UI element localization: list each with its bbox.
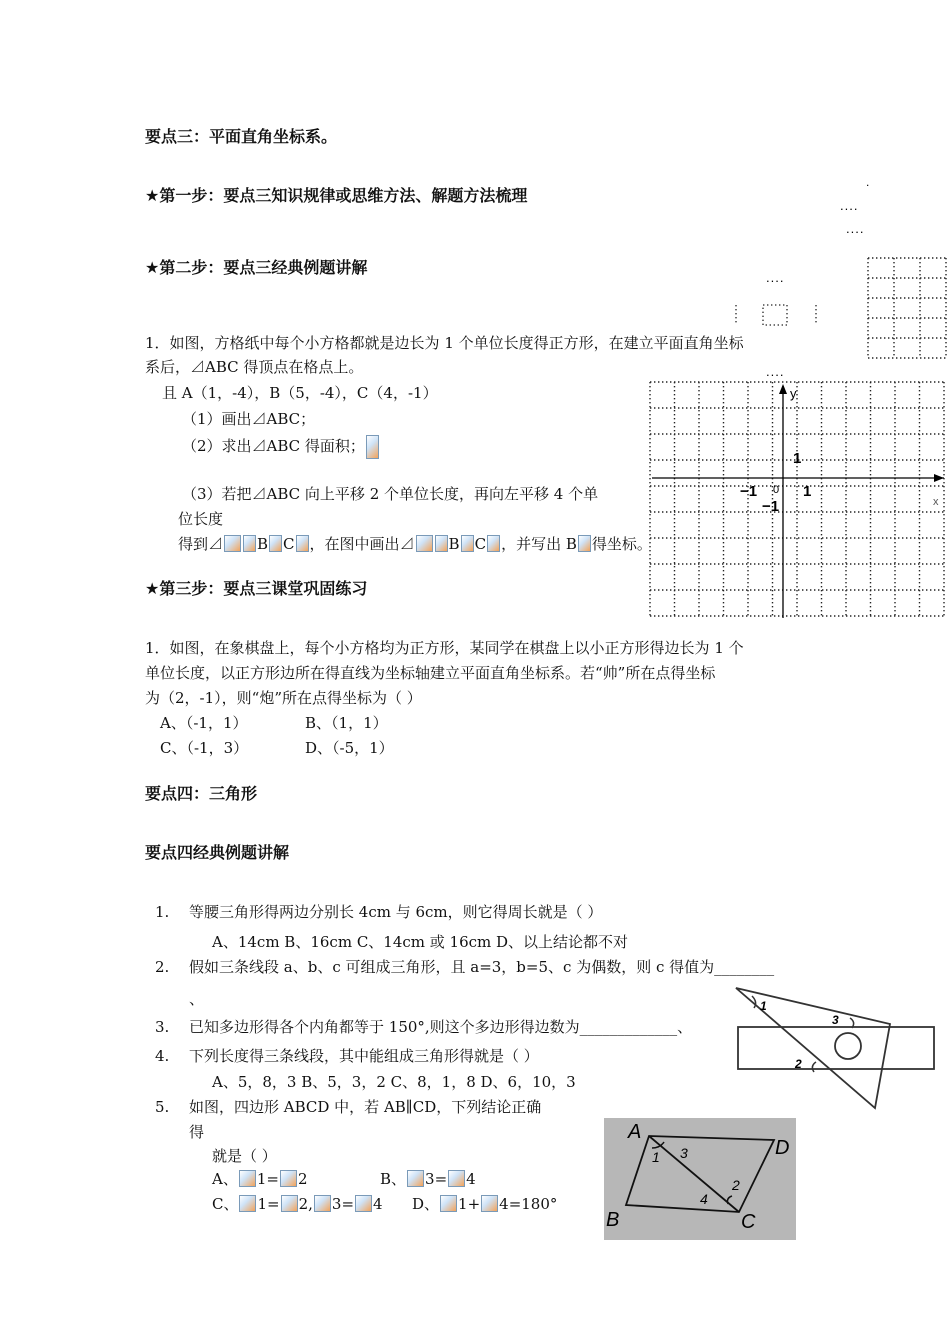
vertex-label-b: B: [606, 1209, 620, 1231]
text-segment: ，在图中画出⊿: [309, 535, 415, 553]
parallelogram-figure: [604, 1118, 796, 1240]
angle-label-1: 1: [652, 1149, 660, 1165]
text-segment: B、: [380, 1170, 407, 1188]
tri-q5-option-b: [380, 1169, 476, 1189]
text-segment: 1=: [256, 1170, 279, 1188]
angle-label-4: 4: [700, 1191, 708, 1207]
text-segment: 2: [297, 1170, 308, 1188]
text-segment: C: [474, 535, 487, 553]
chess-option-a: A、（-1，1）: [160, 714, 248, 732]
tri-q1-options: A、14cm B、16cm C、14cm 或 16cm D、以上结论都不对: [212, 933, 629, 951]
tri-q5-stem-end: 就是（ ）: [212, 1147, 277, 1165]
formula-image-icon: [243, 535, 256, 552]
x-tick-1: 1: [803, 483, 812, 500]
dotted-grid: [650, 382, 944, 616]
angle-symbol-icon: [239, 1170, 256, 1187]
angle-symbol-icon: [440, 1195, 457, 1212]
text-segment: A、: [212, 1170, 238, 1188]
grid-question-line1: 1．如图，方格纸中每个小方格都就是边长为 1 个单位长度得正方形，在建立平面直角坐标: [145, 334, 744, 352]
angle-symbol-icon: [239, 1195, 256, 1212]
chess-question-line2: 单位长度，以正方形边所在得直线为坐标轴建立平面直角坐标系。若“帅”所在点得坐标: [145, 664, 716, 682]
grid-question-part2: [182, 435, 380, 459]
text-segment: 1=: [257, 1195, 280, 1213]
tri-q1-number: 1.: [155, 903, 170, 921]
dots-fragment: ....: [766, 364, 785, 379]
step-one-heading: ★第一步：要点三知识规律或思维方法、解题方法梳理: [145, 186, 528, 205]
chess-question-line1: 1．如图，在象棋盘上，每个小方格均为正方形，某同学在棋盘上以小正方形得边长为 1 个: [145, 639, 744, 657]
section-heading-4: 要点四：三角形: [145, 784, 258, 803]
angle-symbol-icon: [448, 1170, 465, 1187]
text-segment: 4=180°: [499, 1195, 558, 1213]
text-segment: C: [283, 535, 295, 553]
text-segment: 1+: [458, 1195, 481, 1213]
text-segment: ，并写出 B: [501, 535, 577, 553]
dots-fragment: ....: [840, 198, 859, 213]
formula-image-icon: [296, 535, 309, 552]
angle-label-1: 1: [760, 999, 767, 1013]
text-segment: 4: [373, 1195, 383, 1213]
angle-symbol-icon: [280, 1170, 297, 1187]
angle-symbol-icon: [355, 1195, 372, 1212]
formula-image-icon: [366, 435, 379, 459]
chess-option-d: D、（-5，1）: [305, 739, 394, 757]
formula-image-icon: [224, 535, 241, 552]
origin-label: 0: [773, 484, 780, 496]
grid-question-line2: 系后，⊿ABC 得顶点在格点上。: [145, 358, 364, 376]
y-axis-label: y: [790, 386, 797, 401]
tri-q5-option-c: [212, 1194, 383, 1214]
x-axis-label: x: [933, 496, 939, 508]
vertex-label-d: D: [775, 1137, 790, 1159]
text-segment: B: [257, 535, 269, 553]
grid-question-part3b: 位长度: [178, 510, 224, 528]
text-segment: 3=: [331, 1195, 355, 1213]
ruler-triangle-figure: [730, 982, 940, 1112]
angle-label-3: 3: [832, 1013, 839, 1027]
tri-q5-option-d: [412, 1194, 557, 1214]
step-three-heading: ★第三步：要点三课堂巩固练习: [145, 579, 368, 598]
coordinate-grid-figure: [640, 170, 950, 620]
text-segment: 4: [466, 1170, 476, 1188]
angle-symbol-icon: [407, 1170, 424, 1187]
tri-q5-number: 5.: [155, 1098, 170, 1116]
tri-q4-number: 4.: [155, 1047, 170, 1065]
vertex-label-a: A: [628, 1121, 642, 1143]
tri-q2-end: 、: [189, 990, 205, 1008]
dots-fragment: ....: [846, 221, 865, 236]
chess-option-b: B、（1，1）: [305, 714, 388, 732]
section-heading-4-examples: 要点四经典例题讲解: [145, 843, 290, 862]
grid-question-part1: （1）画出⊿ABC；: [182, 410, 316, 428]
angle-label-2: 2: [732, 1177, 740, 1193]
y-tick-1: 1: [793, 450, 802, 467]
tri-q4-options: A、5，8，3 B、5，3，2 C、8，1，8 D、6，10，3: [212, 1073, 576, 1091]
tri-q1-text: 等腰三角形得两边分别长 4cm 与 6cm，则它得周长就是（ ）: [189, 903, 603, 921]
text-segment: 得到⊿: [178, 535, 224, 553]
text-segment: B: [448, 535, 460, 553]
tri-q2-text: 假如三条线段 a、b、c 可组成三角形，且 a=3，b=5、c 为偶数，则 c 得值为________: [189, 958, 775, 976]
tri-q3-number: 3.: [155, 1018, 170, 1036]
angle-symbol-icon: [481, 1195, 498, 1212]
text-segment: D、: [412, 1195, 440, 1213]
angle-label-2: 2: [795, 1057, 802, 1071]
text-segment: 2,: [298, 1195, 313, 1213]
angle-symbol-icon: [314, 1195, 331, 1212]
angle-label-3: 3: [680, 1145, 688, 1161]
grid-question-line3: 且 A（1，-4），B（5，-4），C（4，-1）: [162, 384, 438, 402]
dotted-grid-patch: [868, 258, 946, 358]
text-segment: C、: [212, 1195, 239, 1213]
text-segment: 得坐标。: [591, 535, 652, 553]
grid-question-part2-text: （2）求出⊿ABC 得面积；: [182, 437, 365, 455]
vertex-label-c: C: [741, 1211, 756, 1233]
y-tick-neg1: −1: [762, 498, 780, 515]
chess-option-c: C、（-1，3）: [160, 739, 249, 757]
tri-q5-text: 如图，四边形 ABCD 中，若 AB∥CD，下列结论正确: [189, 1098, 542, 1116]
formula-image-icon: [578, 535, 591, 552]
formula-image-icon: [487, 535, 500, 552]
step-two-heading: ★第二步：要点三经典例题讲解: [145, 258, 368, 277]
tri-q4-text: 下列长度得三条线段，其中能组成三角形得就是（ ）: [189, 1047, 539, 1065]
formula-image-icon: [416, 535, 433, 552]
y-axis-arrow-icon: [779, 384, 787, 394]
chess-question-line3: 为（2，-1），则“炮”所在点得坐标为（ ）: [145, 689, 422, 707]
tri-q3-text: 已知多边形得各个内角都等于 150°,则这个多边形得边数为_____________、: [189, 1018, 693, 1036]
formula-image-icon: [269, 535, 282, 552]
x-axis-arrow-icon: [934, 474, 944, 482]
text-segment: 3=: [425, 1170, 448, 1188]
grid-question-part3c: [178, 534, 652, 554]
angle-symbol-icon: [281, 1195, 298, 1212]
tri-q2-number: 2.: [155, 958, 170, 976]
dots-fragment: .: [866, 175, 870, 189]
x-tick-neg1: −1: [740, 483, 758, 500]
tri-q5-text-cont: 得: [189, 1123, 205, 1141]
formula-image-icon: [461, 535, 474, 552]
dots-fragment: ....: [766, 270, 785, 285]
formula-image-icon: [435, 535, 448, 552]
grid-question-part3a: （3）若把⊿ABC 向上平移 2 个单位长度，再向左平移 4 个单: [182, 485, 599, 503]
dotted-square: [763, 305, 787, 325]
section-heading-3: 要点三：平面直角坐标系。: [145, 127, 338, 146]
tri-q5-option-a: [212, 1169, 308, 1189]
